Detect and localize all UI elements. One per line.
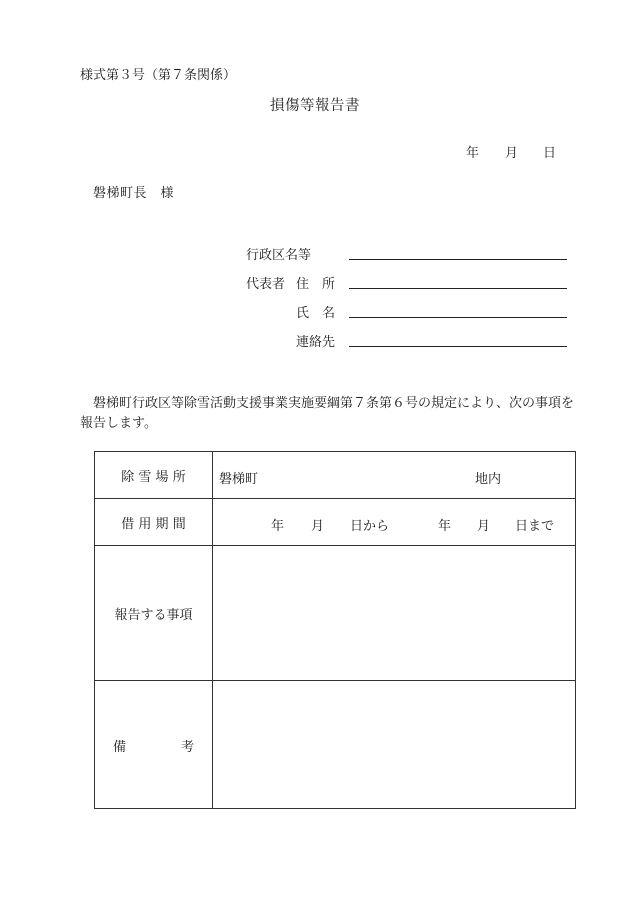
table-row: [95, 681, 576, 809]
location-label: 除 雪 場 所: [121, 469, 186, 485]
report-value-cell[interactable]: [213, 546, 576, 681]
report-table: [94, 451, 576, 809]
period-value-cell[interactable]: [213, 499, 576, 546]
district-label: 行政区名等: [246, 248, 312, 263]
contact-line[interactable]: [349, 346, 567, 347]
period-from-day: 日から: [350, 518, 390, 534]
table-row: [95, 499, 576, 546]
remarks-value-cell[interactable]: [213, 681, 576, 809]
period-to-day: 日まで: [515, 518, 555, 534]
report-label: 報告する事項: [114, 607, 193, 623]
body-text: 磐梯町行政区等除雪活動支援事業実施要綱第７条第６号の規定により、次の事項を報告します。: [80, 396, 575, 431]
period-to-month: 月: [477, 518, 491, 534]
date-day-label: 日: [543, 146, 557, 161]
location-suffix: 地内: [475, 471, 502, 487]
period-to-year: 年: [438, 518, 452, 534]
representative-label: 代表者: [246, 277, 286, 292]
period-from-month: 月: [311, 518, 325, 534]
remarks-label-cell: [95, 681, 213, 809]
period-label: 借 用 期 間: [121, 516, 186, 532]
document-title: 損傷等報告書: [270, 98, 360, 114]
name-label: 氏 名: [296, 306, 336, 321]
location-town: 磐梯町: [219, 471, 259, 487]
contact-label: 連絡先: [296, 335, 336, 350]
table-row: [95, 452, 576, 499]
name-line[interactable]: [349, 317, 567, 318]
location-value-cell[interactable]: [213, 452, 576, 499]
district-line[interactable]: [349, 259, 567, 260]
table-row: [95, 546, 576, 681]
date-year-label: 年: [466, 146, 480, 161]
form-number: 様式第３号（第７条関係）: [80, 68, 237, 83]
remarks-label-right: 考: [181, 739, 195, 755]
report-label-cell: [95, 546, 213, 681]
period-label-cell: [95, 499, 213, 546]
address-line[interactable]: [349, 288, 567, 289]
period-from-year: 年: [271, 518, 285, 534]
address-label: 住 所: [296, 277, 336, 292]
remarks-label-left: 備: [113, 739, 127, 755]
date-month-label: 月: [505, 146, 519, 161]
addressee: 磐梯町長 様: [93, 186, 175, 201]
location-label-cell: [95, 452, 213, 499]
